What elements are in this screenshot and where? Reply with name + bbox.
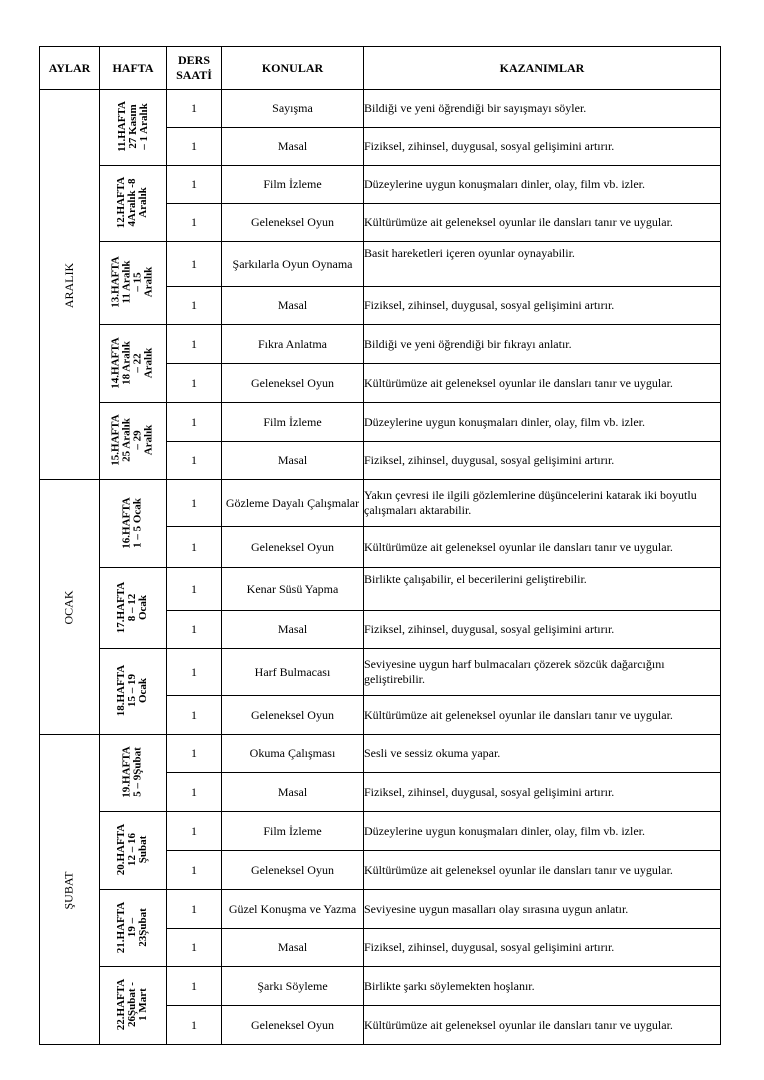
gain-cell: Kültürümüze ait geleneksel oyunlar ile dansları tanır ve uygular. (364, 527, 721, 568)
topic-cell: Geleneksel Oyun (222, 696, 364, 735)
table-row (40, 812, 721, 851)
month-label: OCAK (61, 590, 76, 625)
week-cell (100, 242, 167, 325)
week-label: 17.HAFTA 8 – 12 Ocak (115, 581, 150, 633)
topic-cell: Geleneksel Oyun (222, 364, 364, 403)
topic-cell: Şarkı Söyleme (222, 967, 364, 1006)
gain-cell: Fiziksel, zihinsel, duygusal, sosyal gelişimini artırır. (364, 287, 721, 325)
table-row (40, 480, 721, 527)
gain-cell: Düzeylerine uygun konuşmaları dinler, olay, film vb. izler. (364, 166, 721, 204)
week-cell (100, 812, 167, 890)
topic-cell: Okuma Çalışması (222, 735, 364, 773)
week-label: 20.HAFTA 12 – 16 Şubat (115, 823, 150, 876)
gain-cell: Basit hareketleri içeren oyunlar oynayabilir. (364, 242, 721, 287)
topic-cell: Harf Bulmacası (222, 649, 364, 696)
week-label: 16.HAFTA 1 – 5 Ocak (121, 496, 144, 549)
topic-cell: Kenar Süsü Yapma (222, 568, 364, 611)
gain-cell: Kültürümüze ait geleneksel oyunlar ile dansları tanır ve uygular. (364, 696, 721, 735)
hours-cell: 1 (167, 735, 222, 773)
month-cell (40, 90, 100, 480)
gain-cell: Fiziksel, zihinsel, duygusal, sosyal gelişimini artırır. (364, 773, 721, 812)
topic-cell: Geleneksel Oyun (222, 527, 364, 568)
gain-cell: Kültürümüze ait geleneksel oyunlar ile dansları tanır ve uygular. (364, 204, 721, 242)
topic-cell: Film İzleme (222, 812, 364, 851)
hours-cell: 1 (167, 242, 222, 287)
topic-cell: Güzel Konuşma ve Yazma (222, 890, 364, 929)
header-gains: KAZANIMLAR (364, 47, 721, 90)
gain-cell: Yakın çevresi ile ilgili gözlemlerine düşüncelerini katarak iki boyutlu çalışmaları aktarabilir. (364, 480, 721, 527)
yearly-plan-table (39, 46, 721, 1045)
topic-cell: Geleneksel Oyun (222, 204, 364, 242)
week-label: 19.HAFTA 5 – 9Şubat (121, 746, 144, 798)
month-cell (40, 480, 100, 735)
header-hours-line1: DERS (177, 53, 210, 67)
gain-cell: Bildiği ve yeni öğrendiği bir fıkrayı anlatır. (364, 325, 721, 364)
hours-cell: 1 (167, 204, 222, 242)
topic-cell: Film İzleme (222, 403, 364, 442)
hours-cell: 1 (167, 527, 222, 568)
hours-cell: 1 (167, 967, 222, 1006)
hours-cell: 1 (167, 890, 222, 929)
gain-cell: Kültürümüze ait geleneksel oyunlar ile dansları tanır ve uygular. (364, 1006, 721, 1045)
hours-cell: 1 (167, 696, 222, 735)
topic-cell: Masal (222, 442, 364, 480)
topic-cell: Masal (222, 128, 364, 166)
topic-cell: Film İzleme (222, 166, 364, 204)
week-cell (100, 649, 167, 735)
week-cell (100, 967, 167, 1045)
month-label: ŞUBAT (61, 870, 76, 910)
hours-cell: 1 (167, 403, 222, 442)
month-cell (40, 735, 100, 1045)
week-cell (100, 166, 167, 242)
gain-cell: Düzeylerine uygun konuşmaları dinler, olay, film vb. izler. (364, 812, 721, 851)
hours-cell: 1 (167, 90, 222, 128)
table-row (40, 403, 721, 442)
hours-cell: 1 (167, 649, 222, 696)
hours-cell: 1 (167, 287, 222, 325)
header-hours-line2: SAATİ (176, 68, 212, 82)
table-row (40, 890, 721, 929)
week-cell (100, 890, 167, 967)
topic-cell: Masal (222, 773, 364, 812)
table-row (40, 967, 721, 1006)
topic-cell: Şarkılarla Oyun Oynama (222, 242, 364, 287)
header-topics: KONULAR (222, 47, 364, 90)
hours-cell: 1 (167, 851, 222, 890)
gain-cell: Sesli ve sessiz okuma yapar. (364, 735, 721, 773)
hours-cell: 1 (167, 929, 222, 967)
topic-cell: Geleneksel Oyun (222, 1006, 364, 1045)
hours-cell: 1 (167, 128, 222, 166)
hours-cell: 1 (167, 611, 222, 649)
table-row (40, 166, 721, 204)
hours-cell: 1 (167, 812, 222, 851)
table-row (40, 325, 721, 364)
week-label: 14.HAFTA 18 Aralık – 22 Aralık (110, 336, 155, 389)
gain-cell: Kültürümüze ait geleneksel oyunlar ile dansları tanır ve uygular. (364, 364, 721, 403)
gain-cell: Seviyesine uygun harf bulmacaları çözerek sözcük dağarcığını geliştirebilir. (364, 649, 721, 696)
gain-cell: Fiziksel, zihinsel, duygusal, sosyal gelişimini artırır. (364, 442, 721, 480)
gain-cell: Bildiği ve yeni öğrendiği bir sayışmayı söyler. (364, 90, 721, 128)
week-label: 11.HAFTA 27 Kasım – 1 Aralık (115, 101, 150, 152)
gain-cell: Birlikte şarkı söylemekten hoşlanır. (364, 967, 721, 1006)
hours-cell: 1 (167, 325, 222, 364)
week-label: 21.HAFTA 19 – 23Şubat (115, 901, 150, 953)
gain-cell: Fiziksel, zihinsel, duygusal, sosyal gelişimini artırır. (364, 611, 721, 649)
hours-cell: 1 (167, 773, 222, 812)
header-hours (167, 47, 222, 90)
gain-cell: Fiziksel, zihinsel, duygusal, sosyal gelişimini artırır. (364, 929, 721, 967)
header-week: HAFTA (100, 47, 167, 90)
week-cell (100, 735, 167, 812)
hours-cell: 1 (167, 166, 222, 204)
table-row (40, 735, 721, 773)
gain-cell: Düzeylerine uygun konuşmaları dinler, olay, film vb. izler. (364, 403, 721, 442)
week-label: 12.HAFTA 4Aralık -8 Aralık (115, 176, 150, 229)
hours-cell: 1 (167, 1006, 222, 1045)
hours-cell: 1 (167, 442, 222, 480)
table-row (40, 90, 721, 128)
week-cell (100, 403, 167, 480)
month-label: ARALIK (61, 262, 76, 308)
topic-cell: Gözleme Dayalı Çalışmalar (222, 480, 364, 527)
header-months: AYLAR (40, 47, 100, 90)
table-row (40, 649, 721, 696)
week-label: 22.HAFTA 26Şubat - 1 Mart (115, 978, 150, 1031)
week-label: 18.HAFTA 15 – 19 Ocak (115, 664, 150, 717)
week-cell (100, 568, 167, 649)
gain-cell: Fiziksel, zihinsel, duygusal, sosyal gelişimini artırır. (364, 128, 721, 166)
topic-cell: Masal (222, 287, 364, 325)
week-label: 15.HAFTA 25 Aralık – 29 Aralık (110, 414, 155, 466)
table-row (40, 568, 721, 611)
week-cell (100, 90, 167, 166)
hours-cell: 1 (167, 568, 222, 611)
topic-cell: Masal (222, 611, 364, 649)
hours-cell: 1 (167, 364, 222, 403)
table-row (40, 242, 721, 287)
topic-cell: Fıkra Anlatma (222, 325, 364, 364)
hours-cell: 1 (167, 480, 222, 527)
gain-cell: Birlikte çalışabilir, el becerilerini geliştirebilir. (364, 568, 721, 611)
topic-cell: Geleneksel Oyun (222, 851, 364, 890)
gain-cell: Seviyesine uygun masalları olay sırasına uygun anlatır. (364, 890, 721, 929)
week-cell (100, 480, 167, 568)
topic-cell: Sayışma (222, 90, 364, 128)
gain-cell: Kültürümüze ait geleneksel oyunlar ile dansları tanır ve uygular. (364, 851, 721, 890)
week-label: 13.HAFTA 11 Aralık – 15 Aralık (110, 256, 155, 308)
week-cell (100, 325, 167, 403)
topic-cell: Masal (222, 929, 364, 967)
